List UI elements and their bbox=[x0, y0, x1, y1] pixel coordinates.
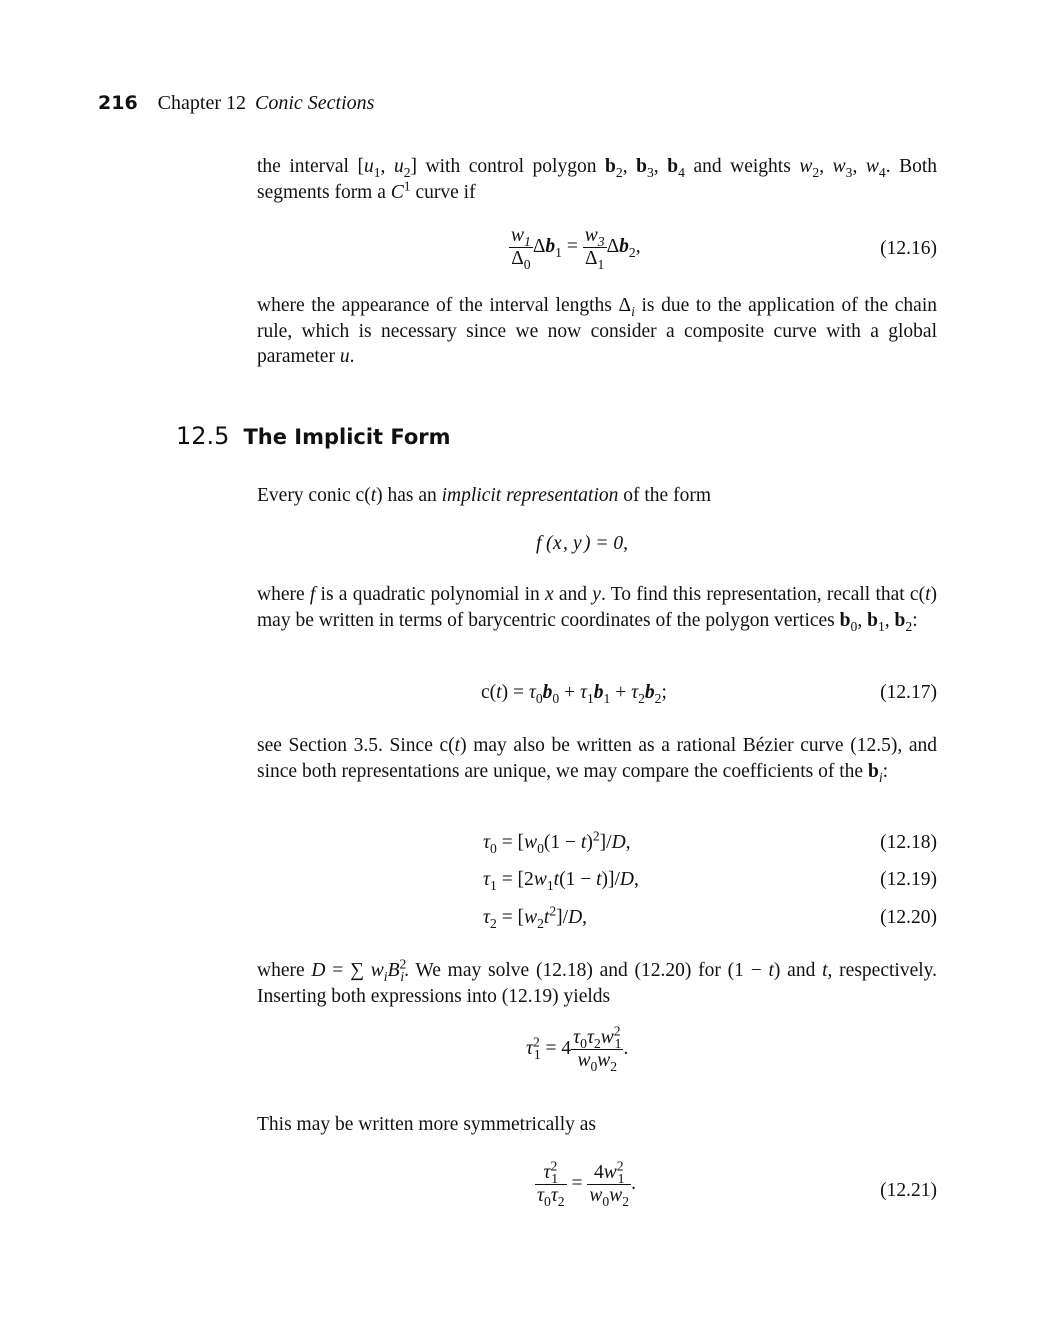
chapter-label: Chapter 12 bbox=[157, 92, 246, 114]
paragraph-every-conic: Every conic c(t) has an implicit representation of the form bbox=[257, 485, 711, 506]
equation-number: (12.16) bbox=[880, 238, 937, 259]
paragraph-intro: the interval [$u_1$, $u_2$] with control polygon $b_2$, $b_3$, $b_4$ and weights $w_2$, $w_3$, $w_4$. Both segments form a $C^1$ curve if bbox=[257, 156, 938, 203]
equation-number: (12.20) bbox=[880, 907, 937, 928]
equation-number: (12.21) bbox=[880, 1180, 937, 1201]
equation-tau-squared: $\tau^2_1 = 4$ $\frac{\tau_0\tau_2w^2_1}{w_0w_2}$ . bbox=[526, 1023, 629, 1074]
section-title: The Implicit Form bbox=[243, 425, 451, 449]
chapter-title: Conic Sections bbox=[254, 92, 375, 114]
equation-12-21: $\frac{\tau^2_1}{\tau_0\tau_2}$ = $\frac{4w^2_1}{w_0w_2}$ . (12.21) bbox=[537, 1158, 937, 1209]
equation-number: (12.17) bbox=[880, 682, 937, 703]
section-heading bbox=[176, 422, 451, 450]
equation-12-19: $\tau_1 = [2w_1t(1 - t)]/D$, (12.19) bbox=[483, 869, 937, 893]
equation-number: (12.19) bbox=[880, 869, 937, 890]
equation-12-20: $\tau_2 = [w_2t^2]/D$, (12.20) bbox=[483, 903, 937, 931]
equation-12-18: $\tau_0 = [w_0(1 - t)^2]/D$, (12.18) bbox=[483, 828, 937, 856]
paragraph-where-d: where D = ∑ $w_iB^2_i$. We may solve (12.18) and (12.20) for (1 − t) and t, respectively. Inserting both expressions into (12.19) yields bbox=[257, 956, 937, 1007]
paragraph-quadratic: where f is a quadratic polynomial in x and y. To find this representation, recall that c(t) may be written in terms of barycentric coordinates of the polygon vertices $b_0$, $b_1$, $b_2$: bbox=[257, 584, 938, 634]
equation-12-17: $c(t) = \tau_0b_0 + \tau_1b_1 + \tau_2b_2$; (12.17) bbox=[481, 682, 937, 706]
paragraph-barycentric: see Section 3.5. Since c(t) may also be written as a rational Bézier curve (12.5), and since both representations are unique, we may compare the coefficients of the $b_i$: bbox=[257, 735, 937, 785]
section-number: 12.5 bbox=[176, 422, 230, 450]
italic-phrase: implicit representation bbox=[441, 485, 619, 506]
equation-12-16: $\frac{w_1}{\Delta_0}$ $\Delta b_1$ = $\frac{w_3}{\Delta_1}$ $\Delta b_2$, (12.16) bbox=[511, 225, 937, 272]
page-number: 216 bbox=[98, 92, 138, 114]
running-header bbox=[98, 92, 374, 115]
paragraph-symmetric: This may be written more symmetrically as bbox=[257, 1114, 596, 1135]
equation-number: (12.18) bbox=[880, 832, 937, 853]
equation-implicit: f ( x , y ) = 0, bbox=[536, 533, 629, 554]
paragraph-chain-rule: where the appearance of the interval lengths $\Delta_i$ is due to the application of the chain rule, which is necessary since we now consider a composite curve with a global parameter u. bbox=[257, 295, 937, 368]
